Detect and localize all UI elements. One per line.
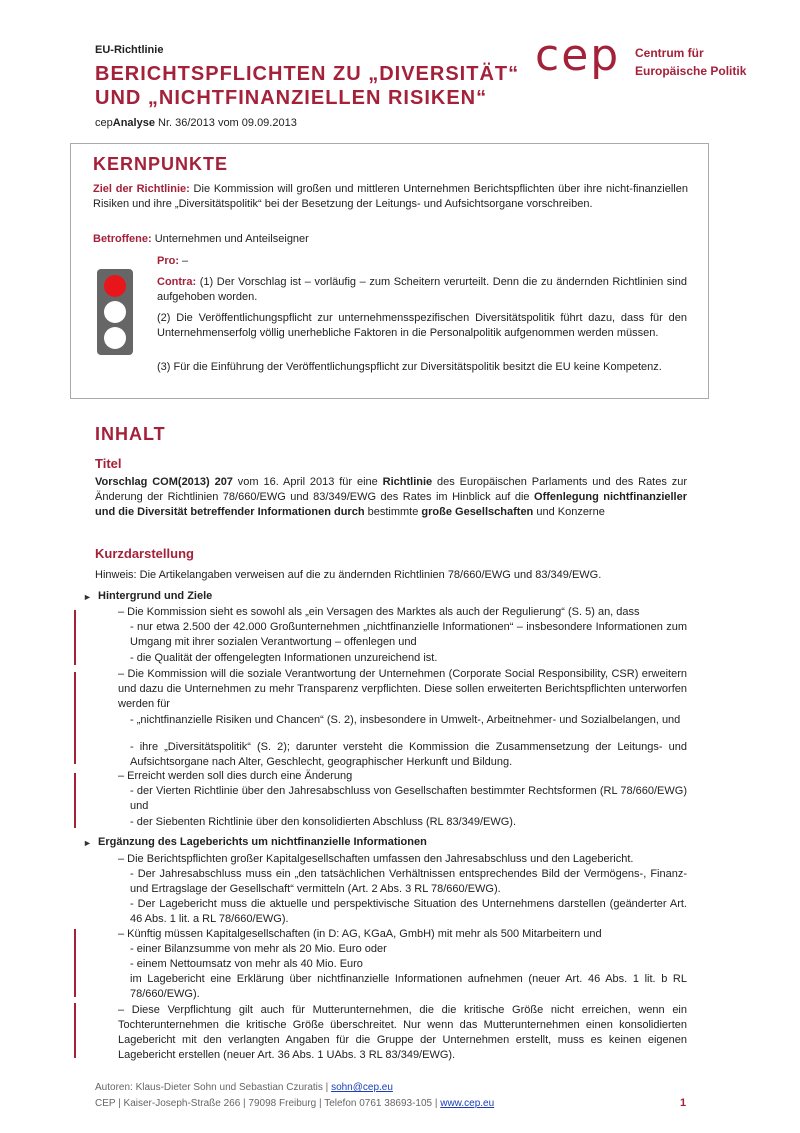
footer-authors bbox=[95, 1082, 393, 1093]
logo-name-line-1: Centrum für bbox=[635, 46, 704, 60]
titel-heading: Titel bbox=[95, 456, 122, 471]
titel-paragraph bbox=[95, 475, 687, 520]
section2-line: - einem Nettoumsatz von mehr als 40 Mio. Euro bbox=[130, 958, 363, 970]
traffic-light-bottom-lamp bbox=[104, 327, 126, 349]
logo-mark: cep bbox=[535, 30, 621, 81]
titel-e: Offenlegung nichtfinanzieller und die Diversität betreffender Informationen durch bbox=[95, 491, 688, 518]
page-title bbox=[95, 62, 519, 110]
cep-logo bbox=[535, 30, 775, 90]
traffic-light-red-lamp bbox=[104, 275, 126, 297]
section1-line: - nur etwa 2.500 der 42.000 Großunternehmen „nichtfinanzielle Informationen“ – insbesondere Informationen zum Umgang mit ihrer sozialen Verantwortung – offenlegen und bbox=[130, 621, 687, 648]
kernpunkte-box bbox=[70, 143, 709, 399]
ziel-text: Die Kommission will großen und mittleren Unternehmen Berichtspflichten über ihre nicht-finanziellen Risiken und ihre „Diversitätspolitik“ bei der Besetzung der Leitungs- und Aufsichtsorgane vorschreiben. bbox=[93, 183, 688, 210]
section1-line: - „nichtfinanzielle Risiken und Chancen“ (S. 2), insbesondere in Umwelt-, Arbeitnehmer- und Sozialbelangen, und bbox=[130, 714, 681, 726]
section1-line: - der Vierten Richtlinie über den Jahresabschluss von Gesellschaften bestimmter Rechtsformen (RL 78/660/EWG) und bbox=[130, 785, 687, 812]
section1-line: - ihre „Diversitätspolitik“ (S. 2); darunter versteht die Kommission die Zusammensetzung der Leitungs- und Aufsichtsorgane nach Alter, Geschlecht, geographischer Herkunft und Bildung. bbox=[130, 741, 687, 768]
hinweis-paragraph: Hinweis: Die Artikelangaben verweisen auf die zu ändernden Richtlinien 78/660/EWG und 83/349/EWG. bbox=[95, 569, 602, 581]
bullet-arrow-icon: ► bbox=[83, 592, 92, 602]
title-line-1: BERICHTSPFLICHTEN ZU „DIVERSITÄT“ bbox=[95, 63, 520, 85]
pretitle: EU-Richtlinie bbox=[95, 44, 164, 56]
section2-line: – Diese Verpflichtung gilt auch für Mutterunternehmen, die die kritische Größe nicht erreichen, wenn ein Tochterunternehmen die kritische Größe überschreitet. Nur wenn das Mutterunternehmen einen konsolidierten Lagebericht mit den verlangten Angaben für die Gruppe der Unternehmen erstellt, muss es keinen eigenen Lagebericht erstellen (neuer Art. 36 Abs. 1 UAbs. 3 RL 83/349/EWG). bbox=[118, 1004, 687, 1061]
footer-authors-text: Autoren: Klaus-Dieter Sohn und Sebastian Czuratis | bbox=[95, 1082, 332, 1093]
issue-rest: Nr. 36/2013 vom 09.09.2013 bbox=[154, 117, 297, 129]
section1-line: – Erreicht werden soll dies durch eine Änderung bbox=[118, 770, 353, 782]
section1-line: - der Siebenten Richtlinie über den konsolidierten Abschluss (RL 83/349/EWG). bbox=[130, 816, 517, 828]
margin-bar bbox=[74, 929, 76, 997]
section1-heading: Hintergrund und Ziele bbox=[98, 590, 213, 602]
kurzdarstellung-heading: Kurzdarstellung bbox=[95, 546, 194, 561]
contra-paragraph-1 bbox=[157, 275, 687, 305]
issue-line bbox=[95, 117, 297, 129]
traffic-light-middle-lamp bbox=[104, 301, 126, 323]
betroffene-label: Betroffene: bbox=[93, 233, 152, 245]
issue-prefix: cep bbox=[95, 117, 113, 129]
contra-paragraph-2: (2) Die Veröffentlichungspflicht zur unternehmensspezifischen Diversitätspolitik führt dazu, dass für den Unternehmenserfolg völlig unerhebliche Faktoren in die Personalpolitik aufgenommen werden müssen. bbox=[157, 312, 687, 339]
titel-b: vom 16. April 2013 für eine bbox=[232, 476, 383, 488]
section2-line: - Der Lagebericht muss die aktuelle und perspektivische Situation des Unternehmens darstellen (geänderter Art. 46 Abs. 1 lit. a RL 78/660/EWG). bbox=[130, 898, 687, 925]
titel-h: und Konzerne bbox=[533, 506, 605, 518]
pro-label: Pro: bbox=[157, 255, 179, 267]
pro-paragraph bbox=[157, 254, 687, 269]
betroffene-paragraph bbox=[93, 232, 688, 247]
inhalt-heading: INHALT bbox=[95, 424, 166, 444]
titel-a: Vorschlag COM(2013) 207 bbox=[95, 476, 233, 488]
author-email-link[interactable]: sohn@cep.eu bbox=[331, 1082, 393, 1093]
title-line-2: UND „NICHTFINANZIELLEN RISIKEN“ bbox=[95, 87, 488, 109]
traffic-light-icon bbox=[97, 269, 133, 355]
margin-bar bbox=[74, 1003, 76, 1058]
contra-paragraph-3: (3) Für die Einführung der Veröffentlichungspflicht zur Diversitätspolitik besitzt die EU keine Kompetenz. bbox=[157, 361, 662, 373]
bullet-arrow-icon: ► bbox=[83, 838, 92, 848]
pro-text: – bbox=[179, 255, 189, 267]
section1-line: – Die Kommission sieht es sowohl als „ein Versagen des Marktes als auch der Regulierung“ (S. 5) an, dass bbox=[118, 606, 640, 618]
margin-bar bbox=[74, 773, 76, 828]
section2-line: im Lagebericht eine Erklärung über nichtfinanzielle Informationen aufnehmen (neuer Art. 46 Abs. 1 lit. b RL 78/660/EWG). bbox=[130, 973, 687, 1000]
section1-line: - die Qualität der offengelegten Informationen unzureichend ist. bbox=[130, 652, 438, 664]
ziel-paragraph bbox=[93, 182, 688, 212]
page-number: 1 bbox=[680, 1097, 687, 1109]
betroffene-text: Unternehmen und Anteilseigner bbox=[151, 233, 309, 245]
section1-line: – Die Kommission will die soziale Verantwortung der Unternehmen (Corporate Social Responsibility, CSR) erweitern und dazu die Unternehmen zu mehr Transparenz verpflichten. Diese sollen erweiterten Berichtspflichten unterworfen werden für bbox=[118, 668, 687, 710]
section2-line: - einer Bilanzsumme von mehr als 20 Mio. Euro oder bbox=[130, 943, 387, 955]
footer-address-text: CEP | Kaiser-Joseph-Straße 266 | 79098 Freiburg | Telefon 0761 38693-105 | bbox=[95, 1098, 441, 1109]
titel-c: Richtlinie bbox=[382, 476, 433, 488]
logo-name bbox=[635, 44, 746, 80]
footer-address bbox=[95, 1098, 494, 1109]
margin-bar bbox=[74, 672, 76, 764]
ziel-label: Ziel der Richtlinie: bbox=[93, 183, 190, 195]
contra-label: Contra: bbox=[157, 276, 197, 288]
titel-d: des Europäischen Parlaments und des Rates zur Änderung der Richtlinien 78/660/EWG und 83/349/EWG des Rates im Hinblick auf die bbox=[95, 476, 688, 503]
contra-text-1: (1) Der Vorschlag ist – vorläufig – zum Scheitern verurteilt. Denn die zu ändernden Richtlinien sind aufgehoben worden. bbox=[157, 276, 687, 303]
section2-line: – Künftig müssen Kapitalgesellschaften (in D: AG, KGaA, GmbH) mit mehr als 500 Mitarbeitern und bbox=[118, 928, 602, 940]
issue-bold: Analyse bbox=[112, 117, 155, 129]
website-link[interactable]: www.cep.eu bbox=[440, 1098, 495, 1109]
kernpunkte-heading: KERNPUNKTE bbox=[93, 154, 229, 174]
titel-g: große Gesellschaften bbox=[421, 506, 534, 518]
logo-name-line-2: Europäische Politik bbox=[635, 64, 747, 78]
section2-heading: Ergänzung des Lageberichts um nichtfinanzielle Informationen bbox=[98, 836, 427, 848]
titel-f: bestimmte bbox=[364, 506, 422, 518]
section2-line: - Der Jahresabschluss muss ein „den tatsächlichen Verhältnissen entsprechendes Bild der Vermögens-, Finanz- und Ertragslage der Gesellschaft“ vermitteln (Art. 2 Abs. 3 RL 78/660/EWG). bbox=[130, 868, 687, 895]
section2-line: – Die Berichtspflichten großer Kapitalgesellschaften umfassen den Jahresabschluss und den Lagebericht. bbox=[118, 853, 634, 865]
margin-bar bbox=[74, 610, 76, 665]
